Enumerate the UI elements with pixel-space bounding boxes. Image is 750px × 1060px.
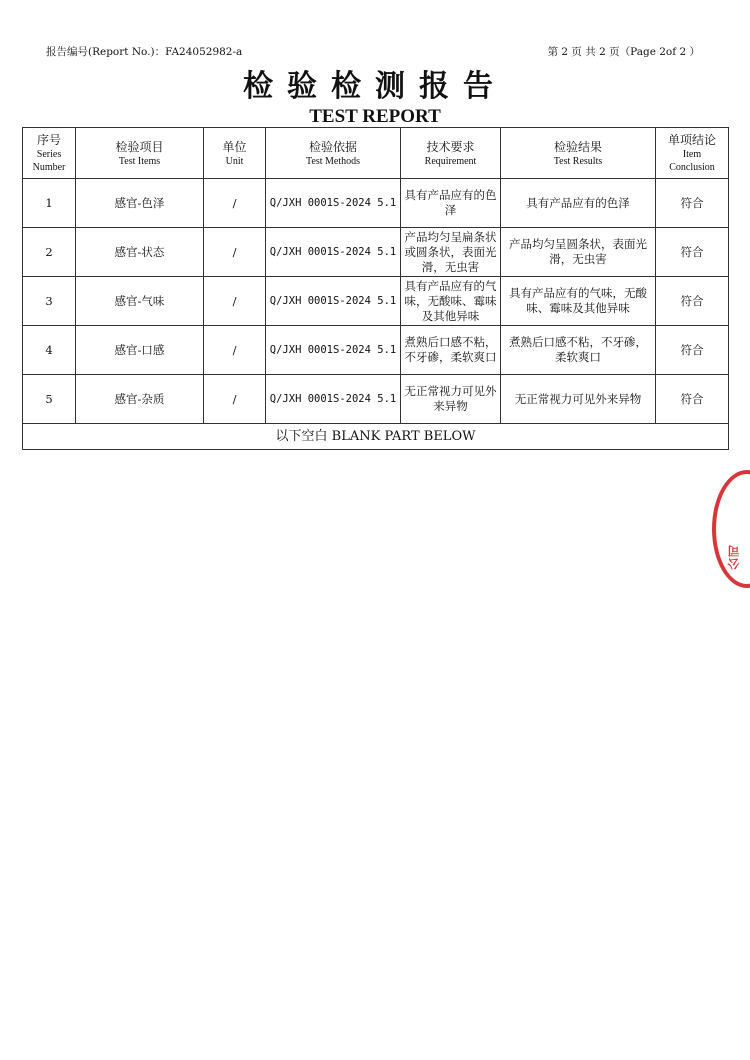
company-seal-text: 公司 bbox=[727, 544, 741, 570]
cell-test-method: Q/JXH 0001S-2024 5.1 bbox=[266, 179, 401, 228]
cell-conclusion: 符合 bbox=[656, 375, 729, 424]
blank-part-row bbox=[23, 424, 729, 450]
table-row bbox=[23, 228, 729, 277]
cell-test-method: Q/JXH 0001S-2024 5.1 bbox=[266, 277, 401, 326]
cell-test-item: 感官-气味 bbox=[76, 277, 204, 326]
report-number: 报告编号(Report No.)：FA24052982-a bbox=[46, 46, 243, 58]
col-header-test-results: 检验结果 Test Results bbox=[501, 128, 656, 179]
cell-test-method: Q/JXH 0001S-2024 5.1 bbox=[266, 326, 401, 375]
col-header-test-items: 检验项目 Test Items bbox=[76, 128, 204, 179]
table-row bbox=[23, 326, 729, 375]
col-header-item-conclusion: 单项结论 Item Conclusion bbox=[656, 128, 729, 179]
cell-conclusion: 符合 bbox=[656, 228, 729, 277]
cell-test-item: 感官-口感 bbox=[76, 326, 204, 375]
cell-requirement: 具有产品应有的气味，无酸味、霉味及其他异味 bbox=[401, 277, 501, 326]
cell-conclusion: 符合 bbox=[656, 179, 729, 228]
cell-requirement: 具有产品应有的色泽 bbox=[401, 179, 501, 228]
cell-test-result: 具有产品应有的色泽 bbox=[501, 179, 656, 228]
table-row bbox=[23, 179, 729, 228]
cell-series-number: 1 bbox=[23, 179, 76, 228]
col-header-series-number: 序号 Series Number bbox=[23, 128, 76, 179]
blank-part-note: 以下空白 BLANK PART BELOW bbox=[23, 424, 729, 450]
page-indicator: 第 2 页 共 2 页（Page 2of 2 ） bbox=[547, 46, 700, 58]
report-title-en: TEST REPORT bbox=[309, 106, 441, 127]
table-row bbox=[23, 277, 729, 326]
cell-test-result: 无正常视力可见外来异物 bbox=[501, 375, 656, 424]
cell-unit: / bbox=[204, 326, 266, 375]
cell-series-number: 4 bbox=[23, 326, 76, 375]
page-header bbox=[46, 44, 700, 60]
col-header-test-methods: 检验依据 Test Methods bbox=[266, 128, 401, 179]
cell-test-result: 具有产品应有的气味，无酸味、霉味及其他异味 bbox=[501, 277, 656, 326]
cell-requirement: 煮熟后口感不粘，不牙碜，柔软爽口 bbox=[401, 326, 501, 375]
cell-test-item: 感官-状态 bbox=[76, 228, 204, 277]
cell-test-method: Q/JXH 0001S-2024 5.1 bbox=[266, 228, 401, 277]
table-row bbox=[23, 375, 729, 424]
cell-conclusion: 符合 bbox=[656, 326, 729, 375]
cell-test-item: 感官-色泽 bbox=[76, 179, 204, 228]
cell-unit: / bbox=[204, 179, 266, 228]
cell-series-number: 2 bbox=[23, 228, 76, 277]
cell-test-method: Q/JXH 0001S-2024 5.1 bbox=[266, 375, 401, 424]
cell-test-result: 煮熟后口感不粘，不牙碜，柔软爽口 bbox=[501, 326, 656, 375]
col-header-unit: 单位 Unit bbox=[204, 128, 266, 179]
cell-unit: / bbox=[204, 375, 266, 424]
cell-test-result: 产品均匀呈圆条状，表面光滑，无虫害 bbox=[501, 228, 656, 277]
cell-series-number: 3 bbox=[23, 277, 76, 326]
cell-requirement: 无正常视力可见外来异物 bbox=[401, 375, 501, 424]
report-title-cn: 检验检测报告 bbox=[243, 69, 507, 104]
test-results-table bbox=[22, 127, 729, 450]
cell-test-item: 感官-杂质 bbox=[76, 375, 204, 424]
table-header-row bbox=[23, 128, 729, 179]
cell-series-number: 5 bbox=[23, 375, 76, 424]
cell-requirement: 产品均匀呈扁条状或圆条状，表面光滑，无虫害 bbox=[401, 228, 501, 277]
col-header-requirement: 技术要求 Requirement bbox=[401, 128, 501, 179]
cell-unit: / bbox=[204, 228, 266, 277]
cell-unit: / bbox=[204, 277, 266, 326]
cell-conclusion: 符合 bbox=[656, 277, 729, 326]
